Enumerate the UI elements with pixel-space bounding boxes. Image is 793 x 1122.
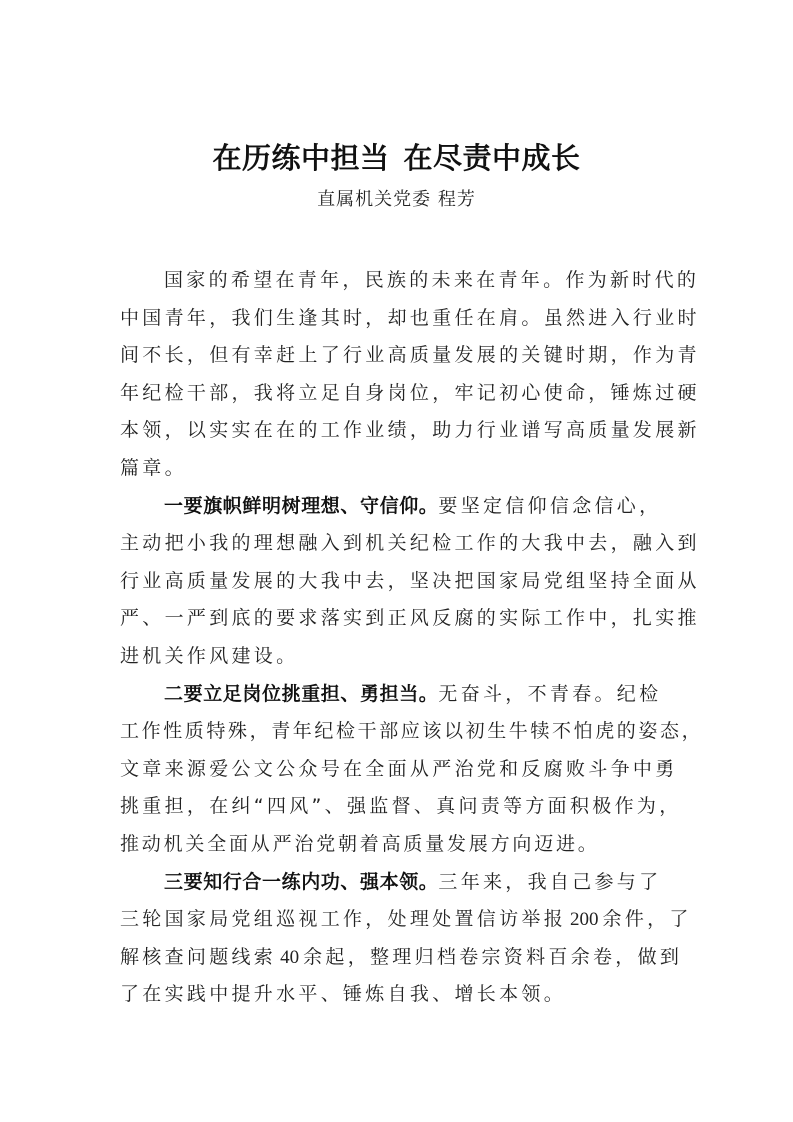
text-line: 严、一严到底的要求落实到正风反腐的实际工作中，扎实推 — [120, 607, 700, 630]
point-text: 要坚定信仰信念信心， — [438, 494, 662, 517]
text-segment: 余件，了 — [602, 908, 692, 931]
text-line — [120, 488, 680, 526]
point-text: 三年来，我自己参与了 — [438, 870, 662, 893]
number-value: 200 — [570, 909, 599, 931]
text-line: 中国青年，我们生逢其时，却也重任在肩。虽然进入行业时 — [120, 306, 700, 329]
paragraph-intro — [120, 262, 700, 488]
text-line: 工作性质特殊，青年纪检干部应该以初生牛犊不怕虎的姿态， — [120, 720, 704, 743]
text-line: 篇章。 — [120, 456, 187, 479]
text-line: 挑重担，在纠“四风”、强监督、真问责等方面积极作为， — [120, 795, 682, 818]
text-line: 间不长，但有幸赶上了行业高质量发展的关键时期，作为青 — [120, 344, 700, 367]
text-line: 行业高质量发展的大我中去，坚决把国家局党组坚持全面从 — [120, 569, 700, 592]
text-segment: 解核查问题线索 — [120, 945, 277, 968]
text-line — [120, 901, 692, 939]
title-part-1: 在历练中担当 — [212, 141, 390, 175]
text-line: 主动把小我的理想融入到机关纪检工作的大我中去，融入到 — [120, 532, 700, 555]
text-line: 年纪检干部，我将立足自身岗位，牢记初心使命，锤炼过硬 — [120, 381, 700, 404]
author-byline: 直属机关党委 程芳 — [317, 189, 476, 210]
text-line: 国家的希望在青年，民族的未来在青年。作为新时代的 — [164, 269, 700, 291]
point-heading: 一要旗帜鲜明树理想、守信仰。 — [164, 494, 439, 517]
document-title — [0, 138, 793, 178]
paragraph-point-3 — [120, 864, 692, 1014]
document-body — [120, 262, 704, 1014]
text-line: 推动机关全面从严治党朝着高质量发展方向迈进。 — [120, 832, 600, 855]
text-line: 文章来源爱公文公众号在全面从严治党和反腐败斗争中勇 — [120, 757, 678, 780]
text-line: 本领，以实实在在的工作业绩，助力行业谱写高质量发展新 — [120, 419, 700, 442]
text-segment: 三轮国家局党组巡视工作，处理处置信访举报 — [120, 908, 567, 931]
point-heading: 二要立足岗位挑重担、勇担当。 — [164, 682, 439, 705]
text-line — [120, 676, 680, 714]
point-text: 无奋斗，不青春。纪检 — [438, 682, 662, 705]
text-line — [120, 864, 680, 902]
paragraph-point-2 — [120, 676, 704, 864]
text-line: 了在实践中提升水平、锤炼自我、增长本领。 — [120, 983, 567, 1006]
paragraph-point-1 — [120, 488, 700, 676]
point-heading: 三要知行合一练内功、强本领。 — [164, 870, 439, 893]
text-line: 进机关作风建设。 — [120, 644, 299, 667]
text-line — [120, 939, 683, 977]
title-part-2: 在尽责中成长 — [403, 141, 581, 175]
text-segment: 余起，整理归档卷宗资料百余卷，做到 — [303, 945, 683, 968]
number-value: 40 — [280, 946, 300, 968]
